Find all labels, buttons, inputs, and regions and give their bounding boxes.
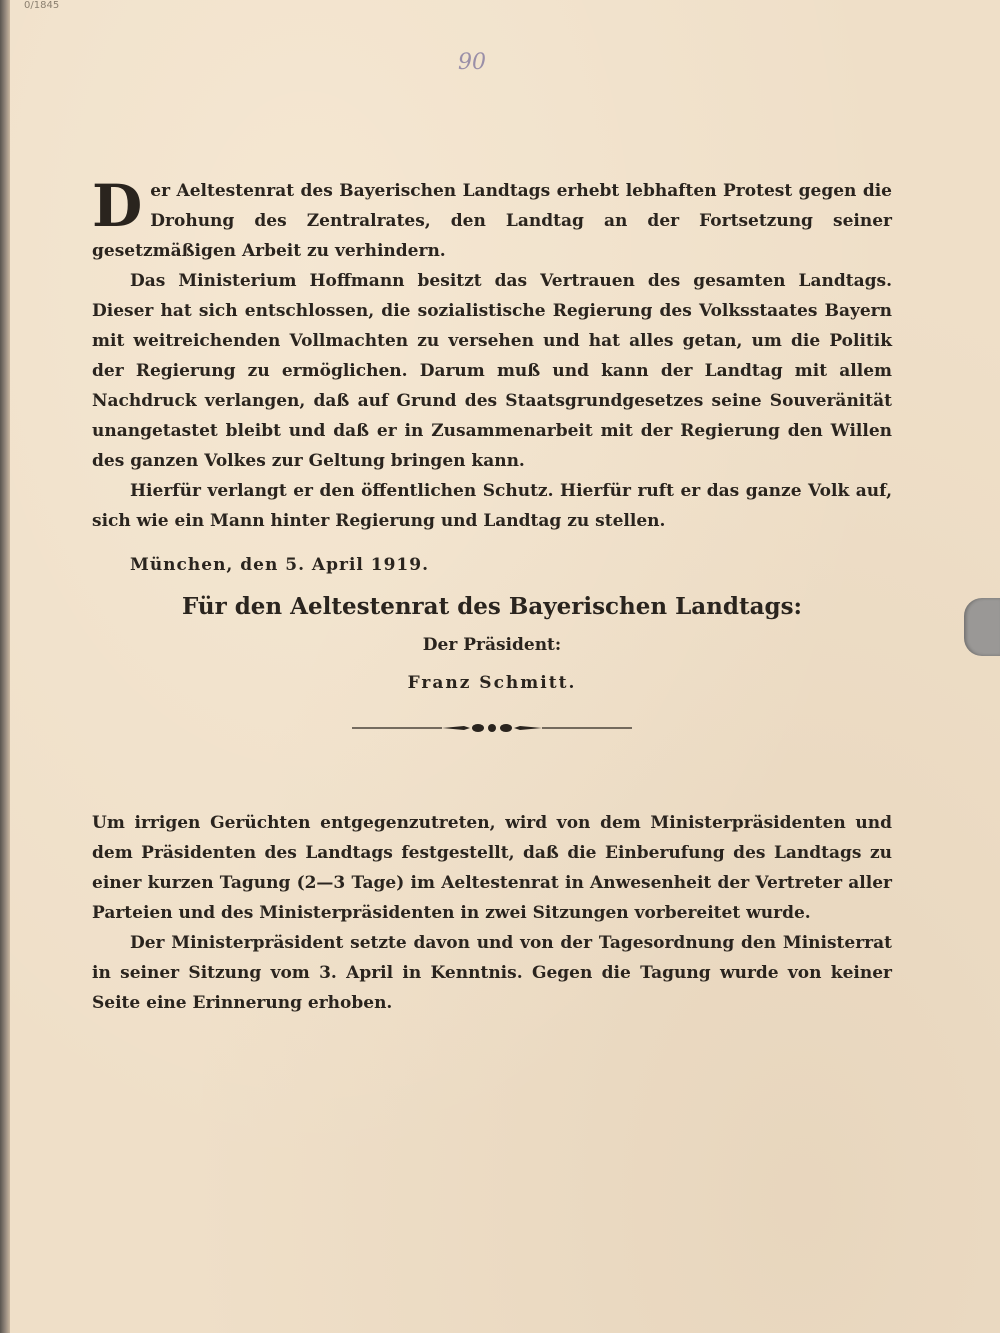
signature-heading: Für den Aeltestenrat des Bayerischen Landtags:	[181, 593, 803, 620]
paragraph-4: Um irrigen Gerüchten entgegenzutreten, wird von dem Ministerpräsidenten und dem Präsidenten des Landtags festgestellt, daß die Einberufung des Landtags zu einer kurzen Tagung (2—3 Tage) im Aeltestenrat in Anwesenheit der Vertreter aller Parteien und des Ministerpräsidenten in zwei Sitzungen vorbereitet wurde.	[92, 813, 892, 923]
paragraph-2: Das Ministerium Hoffmann besitzt das Vertrauen des gesamten Landtags. Dieser hat sich entschlossen, die sozialistische Regierung des Volksstaates Bayern mit weitreichenden Vollmachten zu versehen und hat alles getan, um die Politik der Regierung zu ermöglichen. Darum muß und kann der Landtag mit allem Nachdruck verlangen, daß auf Grund des Staatsgrundgesetzes seine Souveränität unangetastet bleibt und daß er in Zusammenarbeit mit der Regierung den Willen des ganzen Volkes zur Geltung bringen kann.	[92, 271, 892, 471]
drop-cap-initial: D	[92, 172, 143, 240]
signature-role: Der Präsident:	[422, 635, 562, 655]
statement-block	[92, 808, 892, 1018]
archive-mark: 0/1845	[24, 0, 60, 11]
ornamental-divider	[352, 718, 632, 738]
page-tab-marker	[964, 598, 1000, 656]
paragraph-5: Der Ministerpräsident setzte davon und von der Tagesordnung den Ministerrat in seiner Sitzung vom 3. April in Kenntnis. Gegen die Tagung wurde von keiner Seite eine Erinnerung erhoben.	[92, 933, 892, 1013]
handwritten-page-number: 90	[458, 50, 486, 75]
document-page	[10, 0, 1000, 1333]
book-binding-edge	[0, 0, 10, 1333]
paragraph-3: Hierfür verlangt er den öffentlichen Schutz. Hierfür ruft er das ganze Volk auf, sich wie ein Mann hinter Regierung und Landtag zu stellen.	[92, 481, 892, 531]
date-line: München, den 5. April 1919.	[130, 555, 430, 575]
signature-name: Franz Schmitt.	[407, 673, 577, 693]
proclamation-block	[92, 172, 892, 698]
paragraph-1	[92, 172, 892, 266]
paragraph-1-text: er Aeltestenrat des Bayerischen Landtags erhebt lebhaften Protest gegen die Drohung des Zentralrates, den Landtag an der Fortsetzung seiner gesetzmäßigen Arbeit zu verhindern.	[92, 181, 892, 261]
